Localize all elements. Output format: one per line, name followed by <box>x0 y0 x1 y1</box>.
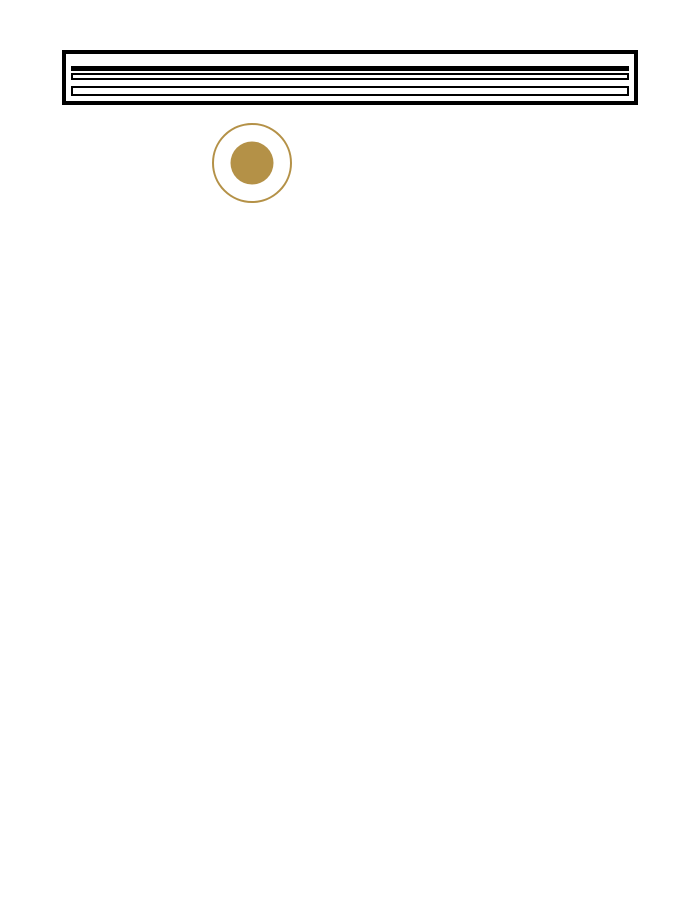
upc-barcode <box>430 119 638 203</box>
logo-slash-decoration <box>74 131 78 133</box>
bottom-row <box>62 117 638 205</box>
column-header-row <box>71 73 629 80</box>
facts-stack <box>71 73 629 96</box>
panel-title <box>71 57 629 62</box>
brand-logo <box>62 117 74 137</box>
logo-slash-decoration <box>74 131 78 133</box>
supplement-facts-panel <box>62 50 638 105</box>
gmp-seal <box>210 121 294 205</box>
footnote-box <box>71 86 629 96</box>
logo-slash-decoration <box>74 131 78 133</box>
section-divider <box>71 66 629 71</box>
logo-slash-decoration <box>74 131 78 133</box>
gmp-seal-center <box>231 142 274 185</box>
